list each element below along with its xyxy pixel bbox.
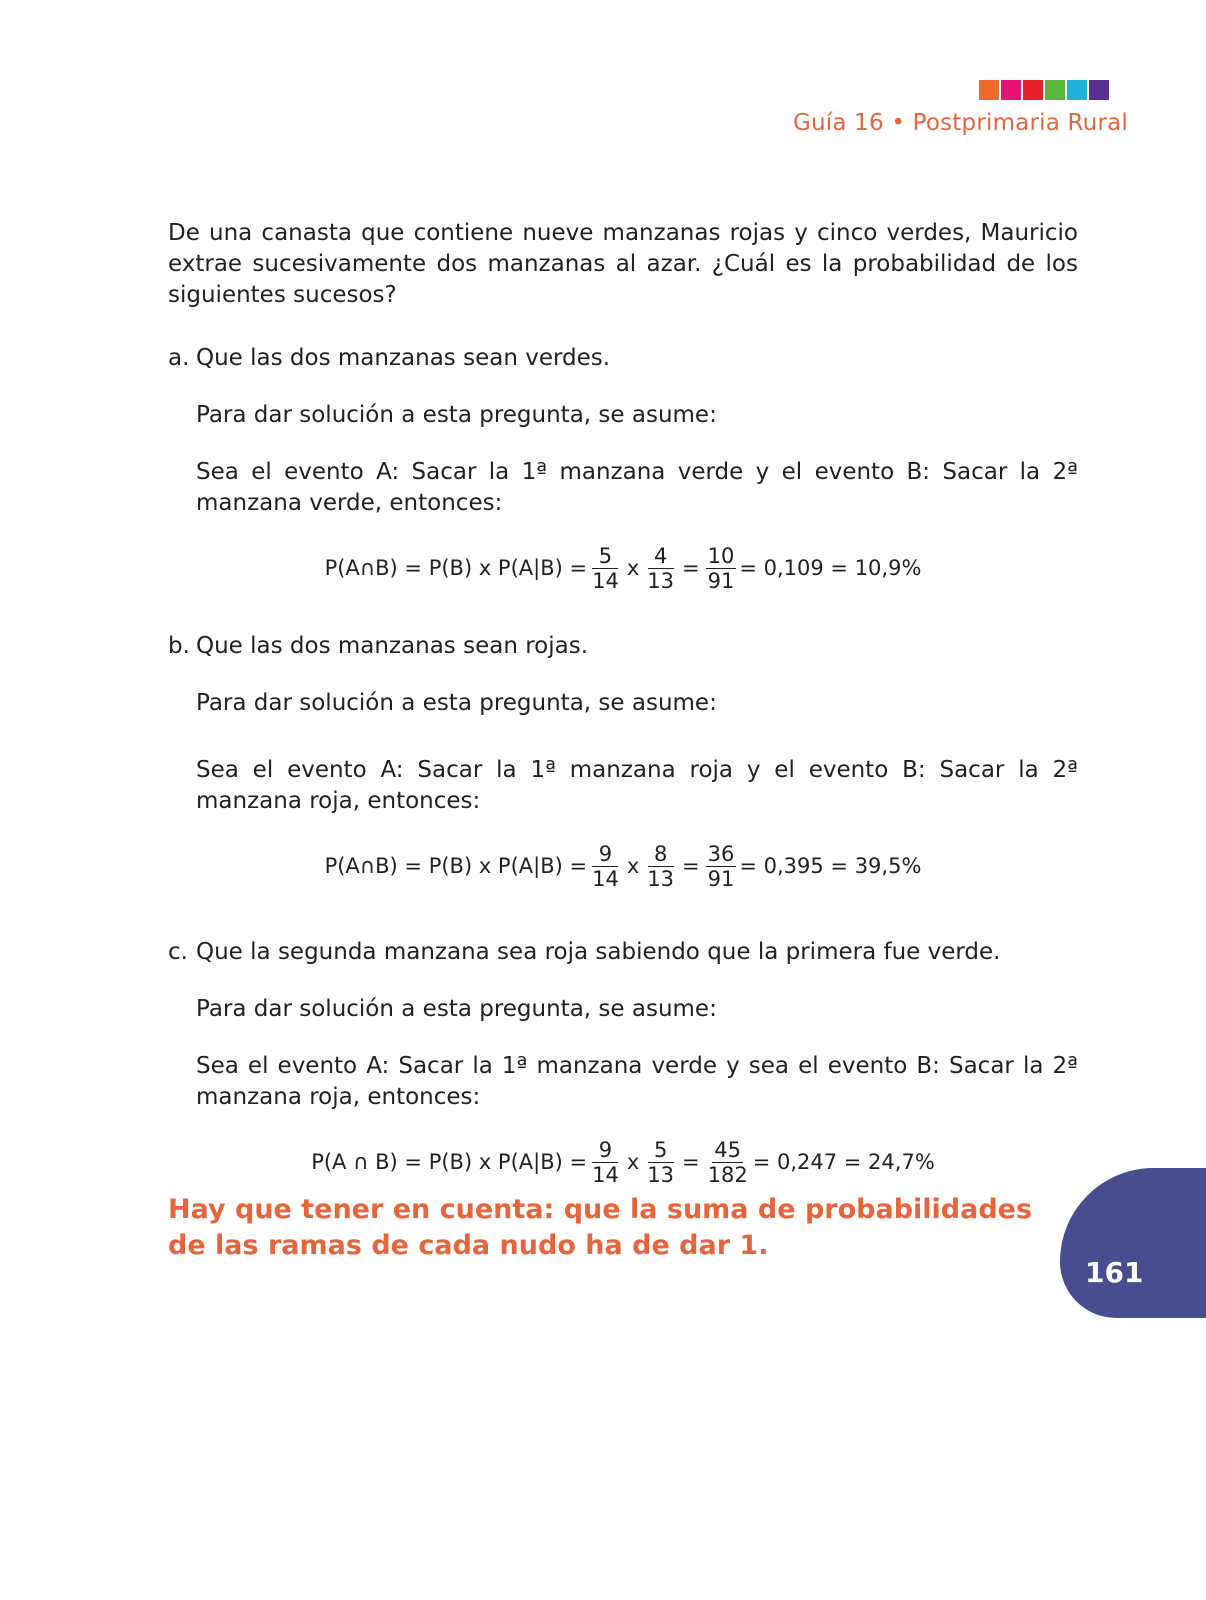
- fraction-denominator: 91: [707, 568, 735, 593]
- fraction-numerator: 4: [648, 544, 674, 569]
- fraction-denominator: 13: [647, 568, 675, 593]
- fraction-denominator: 14: [592, 866, 619, 891]
- fraction-numerator: 36: [707, 841, 735, 866]
- equals-sign: =: [682, 556, 700, 580]
- equals-sign: =: [682, 854, 700, 878]
- item-question: Que las dos manzanas sean rojas.: [196, 633, 589, 659]
- fraction-numerator: 9: [592, 842, 618, 867]
- assume-text: Para dar solución a esta pregunta, se asume:: [196, 402, 717, 428]
- color-swatch-green: [1045, 80, 1065, 100]
- color-swatch-cyan: [1067, 80, 1087, 100]
- color-swatch-purple: [1089, 80, 1109, 100]
- color-swatch-red: [1023, 80, 1043, 100]
- fraction: [645, 544, 676, 593]
- formula-lhs: P(A∩B) = P(B) x P(A|B) =: [324, 854, 588, 878]
- fraction-denominator: 13: [647, 866, 675, 891]
- exercise-item-c: [168, 937, 1078, 1193]
- fraction-denominator: 14: [592, 1162, 619, 1187]
- fraction: [645, 842, 676, 891]
- color-swatch-orange: [979, 80, 999, 100]
- fraction: [590, 1138, 621, 1187]
- fraction-numerator: 10: [707, 543, 735, 568]
- item-letter: c.: [168, 939, 188, 965]
- assume-text: Para dar solución a esta pregunta, se asume:: [196, 996, 717, 1022]
- assume-text: Para dar solución a esta pregunta, se asume:: [196, 690, 717, 716]
- probability-formula: [168, 835, 1078, 897]
- item-letter: a.: [168, 345, 190, 371]
- intro-paragraph: De una canasta que contiene nueve manzanas rojas y cinco verdes, Mauricio extrae sucesivamente dos manzanas al azar. ¿Cuál es la probabilidad de los siguientes sucesos?: [168, 220, 1078, 308]
- fraction: [706, 1138, 750, 1187]
- probability-formula: [168, 1131, 1078, 1193]
- fraction-denominator: 182: [707, 1162, 748, 1187]
- fraction: [590, 842, 621, 891]
- fraction-numerator: 8: [648, 842, 674, 867]
- fraction-denominator: 91: [707, 866, 735, 891]
- multiply-sign: x: [626, 854, 640, 878]
- formula-result: = 0,109 = 10,9%: [739, 556, 922, 580]
- fraction-numerator: 5: [592, 544, 618, 569]
- exercise-item-b: [168, 631, 1078, 897]
- fraction-numerator: 45: [714, 1137, 742, 1162]
- running-head: Guía 16 • Postprimaria Rural: [792, 110, 1128, 136]
- fraction-numerator: 9: [592, 1138, 618, 1163]
- fraction-denominator: 13: [647, 1162, 675, 1187]
- probability-formula: [168, 537, 1078, 599]
- color-swatch-magenta: [1001, 80, 1021, 100]
- formula-result: = 0,247 = 24,7%: [752, 1150, 935, 1174]
- page-number: 161: [1085, 1256, 1144, 1289]
- item-question: Que la segunda manzana sea roja sabiendo que la primera fue verde.: [196, 939, 1001, 965]
- fraction: [590, 544, 621, 593]
- fraction: [706, 842, 737, 891]
- fraction: [706, 544, 737, 593]
- fraction-numerator: 5: [648, 1138, 674, 1163]
- formula-lhs: P(A ∩ B) = P(B) x P(A|B) =: [311, 1150, 588, 1174]
- item-letter: b.: [168, 633, 190, 659]
- event-definition: Sea el evento A: Sacar la 1ª manzana verde y sea el evento B: Sacar la 2ª manzana roja, entonces:: [196, 1053, 1078, 1110]
- event-definition: Sea el evento A: Sacar la 1ª manzana verde y el evento B: Sacar la 2ª manzana verde, entonces:: [196, 459, 1078, 516]
- item-question: Que las dos manzanas sean verdes.: [196, 345, 611, 371]
- equals-sign: =: [682, 1150, 700, 1174]
- formula-result: = 0,395 = 39,5%: [739, 854, 922, 878]
- highlight-note: Hay que tener en cuenta: que la suma de probabilidades de las ramas de cada nudo ha de dar 1.: [168, 1194, 1033, 1261]
- formula-lhs: P(A∩B) = P(B) x P(A|B) =: [324, 556, 588, 580]
- multiply-sign: x: [626, 556, 640, 580]
- main-content: [168, 218, 1078, 1193]
- fraction: [645, 1138, 676, 1187]
- exercise-item-a: [168, 343, 1078, 599]
- multiply-sign: x: [626, 1150, 640, 1174]
- event-definition: Sea el evento A: Sacar la 1ª manzana roja y el evento B: Sacar la 2ª manzana roja, entonces:: [196, 757, 1078, 814]
- color-bar: [979, 80, 1109, 100]
- fraction-denominator: 14: [592, 568, 619, 593]
- page-tab: [1060, 1168, 1206, 1318]
